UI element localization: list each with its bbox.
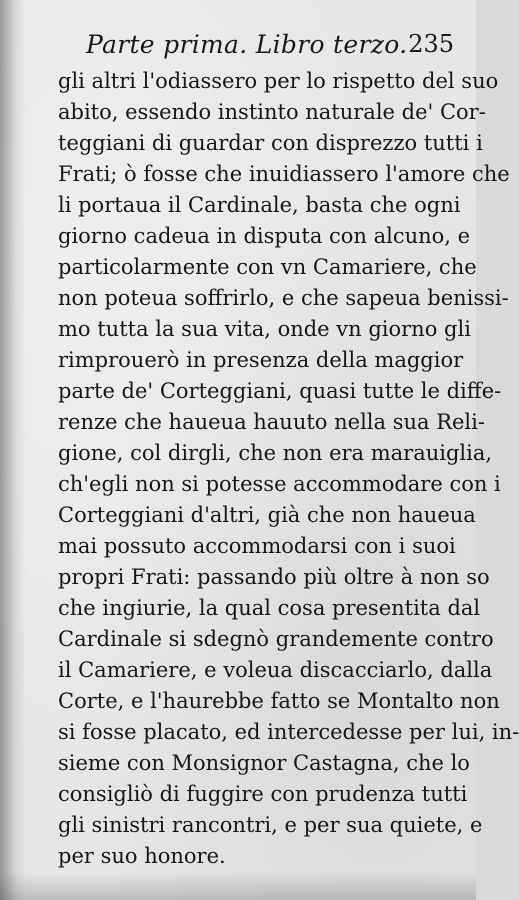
running-head: Parte prima. Libro terzo. — [86, 30, 408, 59]
text-line: mai possuto accommodarsi con i suoi — [58, 534, 456, 558]
text-line: parte de' Corteggiani, quasi tutte le diffe- — [58, 379, 502, 403]
text-line: Corte, e l'haurebbe fatto se Montalto non — [58, 689, 500, 713]
text-line: Cardinale si sdegnò grandemente contro — [58, 627, 494, 651]
body-text — [58, 66, 519, 872]
text-line: abito, essendo instinto naturale de' Cor- — [58, 100, 486, 124]
text-line: particolarmente con vn Camariere, che — [58, 255, 477, 279]
text-line: il Camariere, e voleua discacciarlo, dalla — [58, 658, 493, 682]
text-line: propri Frati: passando più oltre à non so — [58, 565, 490, 589]
text-line: si fosse placato, ed intercedesse per lui, in- — [58, 720, 519, 744]
text-line: gli altri l'odiassero per lo rispetto del suo — [58, 69, 499, 93]
gutter-shadow — [0, 0, 26, 900]
text-line: giorno cadeua in disputa con alcuno, e — [58, 224, 471, 248]
text-line: non poteua soffrirlo, e che sapeua benissi- — [58, 286, 509, 310]
text-line: ch'egli non si potesse accommodare con i — [58, 472, 501, 496]
text-line: gione, col dirgli, che non era marauiglia, — [58, 441, 493, 465]
text-line: Corteggiani d'altri, già che non haueua — [58, 503, 476, 527]
text-line: teggiani di guardar con disprezzo tutti i — [58, 131, 483, 155]
text-line: rimprouerò in presenza della maggior — [58, 348, 464, 372]
text-line: renze che haueua hauuto nella sua Reli- — [58, 410, 485, 434]
text-line: li portaua il Cardinale, basta che ogni — [58, 193, 461, 217]
text-line: gli sinistri rancontri, e per sua quiete, e — [58, 813, 483, 837]
text-line: Frati; ò fosse che inuidiassero l'amore che — [58, 162, 510, 186]
text-line: mo tutta la sua vita, onde vn giorno gli — [58, 317, 471, 341]
text-line: che ingiurie, la qual cosa presentita dal — [58, 596, 481, 620]
page-bottom-edge — [0, 872, 476, 900]
text-line: sieme con Monsignor Castagna, che lo — [58, 751, 470, 775]
text-line: consigliò di fuggire con prudenza tutti — [58, 782, 468, 806]
page-number: 235 — [408, 30, 454, 58]
text-line: per suo honore. — [58, 844, 226, 868]
page-header — [86, 30, 466, 70]
